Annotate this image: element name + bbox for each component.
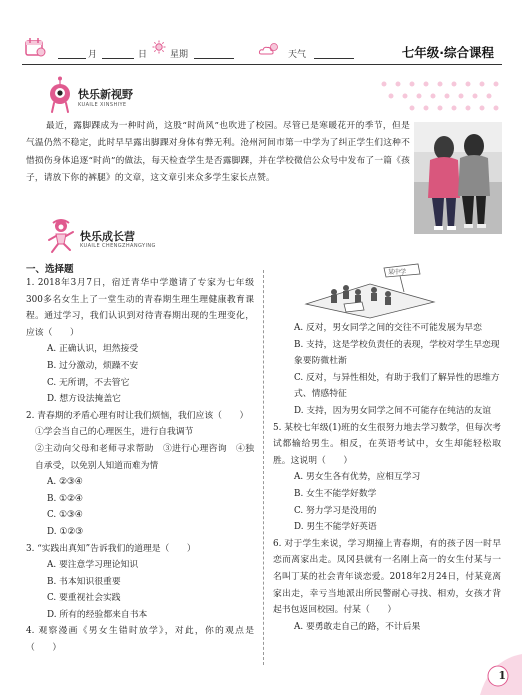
day-label: 日 — [138, 50, 148, 60]
question-5-option-a[interactable]: A. 男女生各有优势，应相互学习 — [294, 472, 421, 483]
question-4-option-a[interactable]: A. 反对，男女同学之间的交往不可能发展为早恋 — [294, 323, 482, 333]
running-mascot-icon — [46, 218, 76, 254]
section-new-horizon-heading — [46, 76, 246, 116]
page-header — [22, 34, 502, 64]
choice-questions-label: 一、选择题 — [26, 264, 74, 275]
weather-label: 天气 — [288, 50, 307, 60]
question-2-option-d[interactable]: D. ①②③ — [47, 526, 83, 537]
question-1: 1. 2018年3月7日，宿迁青华中学邀请了专家为七年级300多名女生上了一堂生动的青春期生理生理健康教育课程。通过学习，我们认识到对待青春期出现的生理变化，应该（ ） — [26, 278, 254, 338]
weekday-label: 星期 — [170, 50, 189, 60]
question-6-option-a[interactable]: A. 要勇敢走自己的路，不计后果 — [294, 621, 421, 632]
question-2-statement-1: ①学会当自己的心理医生，进行自我调节 — [35, 427, 194, 438]
section-new-horizon-title: 快乐新视野 — [78, 88, 133, 101]
sun-icon — [152, 40, 166, 54]
question-3-option-b[interactable]: B. 书本知识很重要 — [47, 576, 121, 587]
question-2-statement-2: ②主动向父母和老师寻求帮助 ③进行心理咨询 ④独自承受，以免别人知道而难为情 — [35, 443, 254, 471]
question-2-option-c[interactable]: C. ①③④ — [47, 510, 83, 521]
column-divider — [263, 270, 264, 665]
question-3-option-c[interactable]: C. 要重视社会实践 — [47, 593, 121, 604]
footer-decoration — [430, 640, 522, 695]
decorative-dots — [370, 76, 500, 112]
question-3: 3. “实践出真知”告诉我们的道理是（ ） — [26, 543, 196, 554]
question-5-option-c[interactable]: C. 努力学习是没用的 — [294, 505, 377, 516]
question-4-option-c[interactable]: C. 反对，与异性相处，有助于我们了解异性的思维方式、情感特征 — [294, 372, 500, 400]
question-5-option-b[interactable]: B. 女生不能学好数学 — [294, 488, 377, 499]
question-2: 2. 青春期的矛盾心理有时让我们烦恼，我们应该（ ） — [26, 410, 249, 421]
question-3-option-d[interactable]: D. 所有的经验都来自书本 — [47, 609, 148, 620]
left-column — [26, 275, 254, 657]
day-blank — [102, 58, 134, 59]
month-blank — [58, 58, 86, 59]
students-photo — [414, 122, 502, 234]
month-label: 月 — [88, 50, 98, 60]
section-growth-camp-heading — [46, 218, 246, 260]
question-6: 6. 对于学生来说，学习期撞上青春期，有的孩子因一时早恋而离家出走。凤冈县就有一名刚上高一的女生付某与一名叫丁某的社会青年谈恋爱。2018年2月24日，付某竟离家出走，幸亏当地派出所民警耐心寻找、相劝，女孩才背起书包返回校园。付某（ ） — [273, 538, 501, 616]
weather-icon — [258, 42, 282, 56]
question-5: 5. 某校七年级(1)班的女生很努力地去学习数学，但每次考试都输给男生。相反，在英语考试中，女生却能轻松取胜。这说明（ ） — [273, 422, 501, 466]
question-4-option-d[interactable]: D. 支持，因为男女同学之间不可能存在纯洁的友谊 — [294, 405, 492, 416]
question-1-option-b[interactable]: B. 过分激动，烦躁不安 — [47, 360, 139, 371]
question-1-option-a[interactable]: A. 正确认识，坦然接受 — [47, 344, 139, 355]
weather-blank — [314, 58, 354, 59]
section-growth-camp-title: 快乐成长营 — [80, 230, 135, 243]
grade-title: 七年级·综合课程 — [401, 45, 494, 60]
question-2-option-a[interactable]: A. ②③④ — [47, 477, 83, 488]
question-3-option-a[interactable]: A. 要注意学习理论知识 — [47, 560, 139, 571]
intro-paragraph: 最近，露脚踝成为一种时尚，这股“时尚风”也吹进了校园。尽管已是寒暖花开的季节，但是气温仍然不稳定，此时早早露出脚踝对身体有弊无利。沧州河间市第一中学为了纠正学生们这种不惜损伤身体追逐“时尚”的做法，每天检查学生是否露脚踝，并在学校微信公众号中发布了一篇《孩子，请放下你的裤腿》的文章，这文章引来众多学生家长点赞。 — [26, 121, 410, 184]
right-column — [273, 320, 501, 635]
cartoon-illustration — [300, 262, 440, 320]
calendar-icon — [24, 36, 46, 58]
page-number: 1 — [498, 669, 506, 682]
question-4: 4. 观察漫画《男女生错时放学》，对此，你的观点是（ ） — [26, 626, 254, 654]
weekday-blank — [194, 58, 234, 59]
question-1-option-c[interactable]: C. 无所谓，不去管它 — [47, 377, 130, 388]
cartoon-caption: 某中学 — [388, 269, 407, 276]
header-divider — [22, 64, 502, 65]
question-5-option-d[interactable]: D. 男生不能学好英语 — [294, 522, 377, 533]
section-new-horizon-subtitle: KUAILE XINSHIYE — [78, 102, 127, 108]
mascot-icon — [46, 76, 74, 116]
question-4-option-b[interactable]: B. 支持，这是学校负责任的表现，学校对学生早恋现象要防微杜渐 — [294, 339, 500, 367]
question-1-option-d[interactable]: D. 想方设法掩盖它 — [47, 394, 121, 405]
section-growth-camp-subtitle: KUAILE CHENGZHANGYING — [80, 243, 156, 249]
question-2-option-b[interactable]: B. ①②④ — [47, 493, 83, 504]
